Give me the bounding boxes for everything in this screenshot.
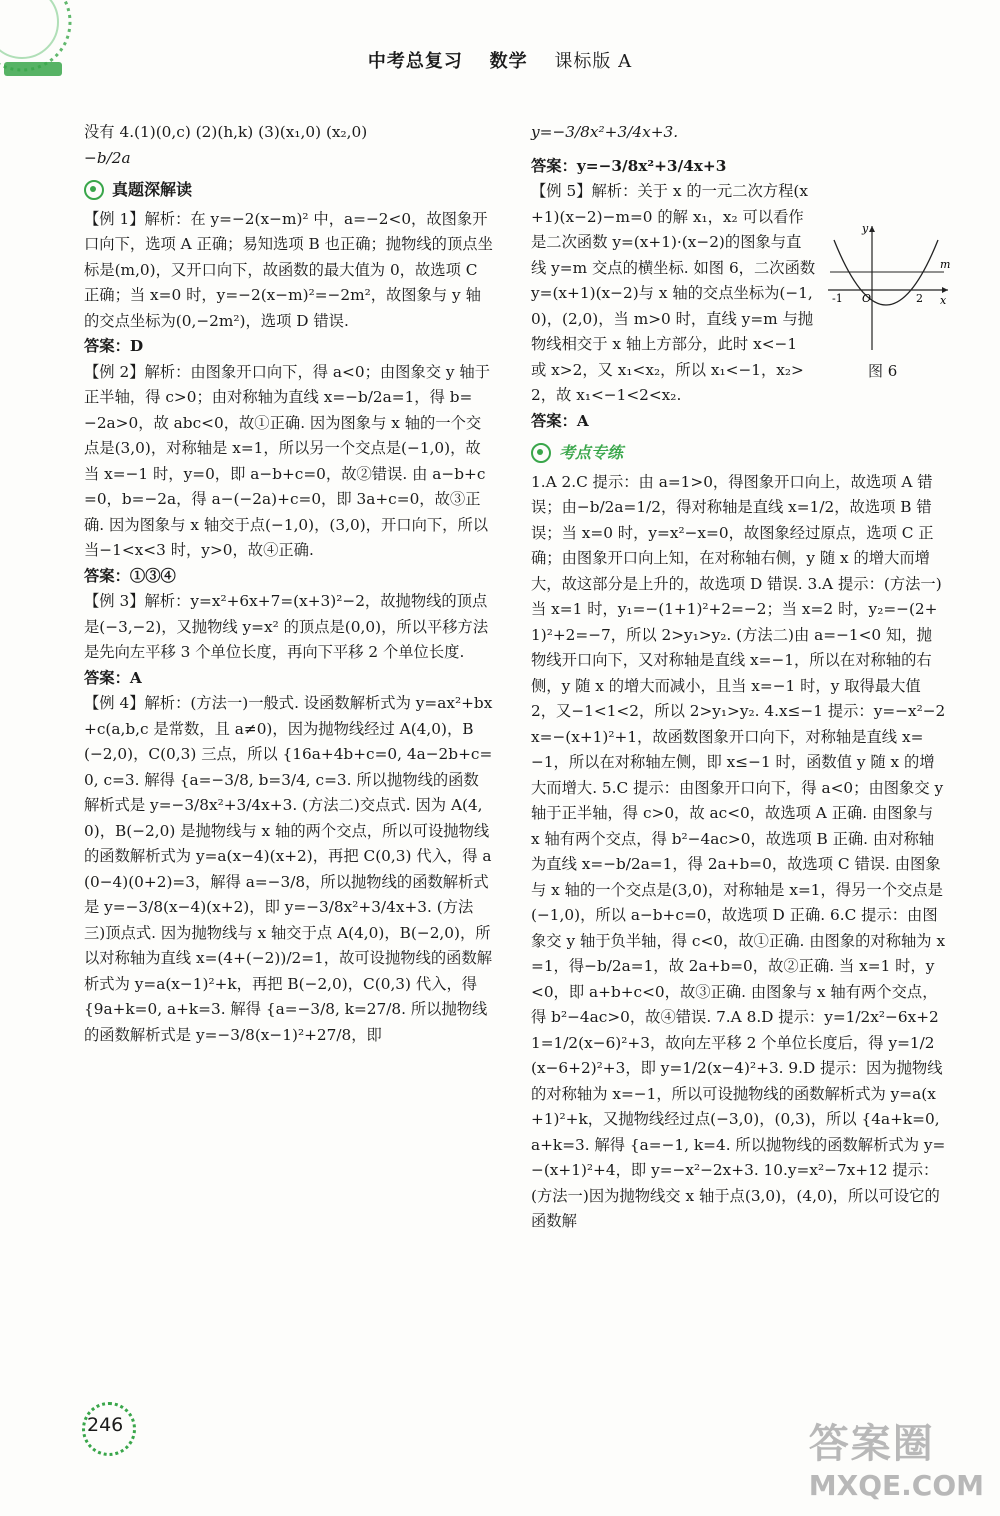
example-3: 【例 3】解析：y=x²+6x+7=(x+3)²−2，故抛物线的顶点是(−3,−2)，又抛物线 y=x² 的顶点是(0,0)，所以平移方法是先向左平移 3 个单位长度，再向下平移 2 个单位长度. xyxy=(84,592,489,661)
neg-one-label: -1 xyxy=(832,292,843,305)
watermark-title: 答案圈 xyxy=(808,1421,935,1467)
example-4-continued: y=−3/8x²+3/4x+3. xyxy=(531,123,679,141)
origin-label: O xyxy=(862,292,872,305)
answer-3: 答案：A xyxy=(84,668,142,687)
intro-line: 没有 4.(1)(0,c) (2)(h,k) (3)(x₁,0) (x₂,0) xyxy=(84,123,368,141)
section-title: 真题深解读 xyxy=(112,180,193,199)
parabola-graph xyxy=(824,220,954,360)
intro-fraction: −b/2a xyxy=(84,148,131,167)
answer-2: 答案：①③④ xyxy=(84,566,176,585)
example-5: 【例 5】解析：关于 x 的一元二次方程(x+1)(x−2)−m=0 的解 x₁，x₂ 可以看作是二次函数 y=(x+1)·(x−2)的图象与直线 y=m 交点的横坐标. 如图 6，二次函数 y=(x+1)(x−2)与 x 轴的交点坐标为(−1,0)，(2,0)，当 m>0 时，直线 y=m 与抛物线相交于 x 轴上方部分，此时 x<−1 或 x>2，又 x₁<x₂，所以 x₁<−1，x₂>2，故 x₁<−1<2<x₂. xyxy=(531,182,816,404)
section-heading xyxy=(84,177,494,203)
y-label: y xyxy=(862,222,869,235)
page-number: 246 xyxy=(87,1414,124,1436)
practice-title: 考点专练 xyxy=(559,443,624,462)
answer-1: 答案：D xyxy=(84,337,144,355)
watermark-url: MXQE.COM xyxy=(808,1469,984,1502)
watermark xyxy=(809,1412,984,1502)
page-header xyxy=(0,47,1000,73)
page-number-badge xyxy=(82,1402,132,1452)
figure-6 xyxy=(824,220,954,380)
example-1: 【例 1】解析：在 y=−2(x−m)² 中，a=−2<0，故图象开口向下，选项 A 正确；易知选项 B 也正确；抛物线的顶点坐标是(m,0)，又开口向下，故函数的最大值为 0，故选项 C 正确；当 x=0 时，y=−2(x−m)²=−2m²，故图象与 y 轴的交点坐标为(0,−2m²)，选项 D 错误. xyxy=(84,209,493,330)
practice-heading xyxy=(531,440,946,466)
practice-icon xyxy=(531,443,551,463)
practice-answers: 1.A 2.C 提示：由 a=1>0，得图象开口向上，故选项 A 错误；由−b/2a=1/2，得对称轴是直线 x=1/2，故选项 B 错误；当 x=0 时，y=x²−x=0，故图象经过原点，选项 C 正确；由图象开口向上知，在对称轴右侧，y 随 x 的增大而增大，故这部分是上升的，故选项 D 错误. 3.A 提示：(方法一)当 x=1 时，y₁=−(1+1)²+2=−2；当 x=2 时，y₂=−(2+1)²+2=−7，所以 2>y₁>y₂. (方法二)由 a=−1<0 知，抛物线开口向下，又对称轴是直线 x=−1，所以在对称轴的右侧，y 随 x 的增大而减小，且当 x=−1 时，y 取得最大值 2，又−1<1<2，所以 2>y₁>y₂. 4.x≤−1 提示：y=−x²−2x=−(x+1)²+1，故函数图象开口向下，对称轴是直线 x=−1，所以在对称轴左侧，即 x≤−1 时，函数值 y 随 x 的增大而增大. 5.C 提示：由图象开口向下，得 a<0；由图象交 y 轴于正半轴，得 c>0，故 ac<0，故选项 A 正确. 由图象与 x 轴有两个交点，得 b²−4ac>0，故选项 B 正确. 由对称轴为直线 x=−b/2a=1，得 2a+b=0，故选项 C 错误. 由图象与 x 轴的一个交点是(3,0)，对称轴是 x=1，得另一个交点是(−1,0)，所以 a−b+c=0，故选项 D 正确. 6.C 提示：由图象交 y 轴于负半轴，得 c<0，故①正确. 由图象的对称轴为 x=1，得−b/2a=1，故 2a+b=0，故②正确. 当 x=1 时，y<0，即 a+b+c<0，故③正确. 由图象与 x 轴有两个交点，得 b²−4ac>0，故④错误. 7.A 8.D 提示：y=1/2x²−6x+21=1/2(x−6)²+3，故向左平移 2 个单位长度后，得 y=1/2(x−6+2)²+3，即 y=1/2(x−4)²+3. 9.D 提示：因为抛物线的对称轴为 x=−1，所以可设抛物线的函数解析式为 y=a(x+1)²+k，又抛物线经过点(−3,0)，(0,3)，所以 {4a+k=0, a+k=3. 解得 {a=−1, k=4. 所以抛物线的函数解析式为 y=−(x+1)²+4，即 y=−x²−2x+3. 10.y=x²−7x+12 提示：(方法一)因为抛物线交 x 轴于点(3,0)，(4,0)，所以可设它的函数解 xyxy=(531,472,946,1230)
two-label: 2 xyxy=(916,292,923,305)
x-label: x xyxy=(940,294,947,307)
example-2: 【例 2】解析：由图象开口向下，得 a<0；由图象交 y 轴于正半轴，得 c>0；由对称轴为直线 x=−b/2a=1，得 b=−2a>0，故 abc<0，故①正确. 因为图象与 x 轴的一个交点是(3,0)，对称轴是 x=1，所以另一个交点是(−1,0)，故当 x=−1 时，y=0，即 a−b+c=0，故②错误. 由 a−b+c=0，b=−2a，得 a−(−2a)+c=0，即 3a+c=0，故③正确. 因为图象与 x 轴交于点(−1,0)，(3,0)，开口向下，所以当−1<x<3 时，y>0，故④正确. xyxy=(84,362,491,559)
header-edition: 课标版 A xyxy=(554,51,633,72)
m-label: m xyxy=(940,258,951,271)
header-title: 中考总复习 xyxy=(367,51,463,72)
section-icon xyxy=(84,180,104,200)
corner-decoration xyxy=(0,0,90,90)
figure-caption: 图 6 xyxy=(868,362,898,380)
answer-4: 答案：y=−3/8x²+3/4x+3 xyxy=(531,156,727,175)
answer-5: 答案：A xyxy=(531,411,589,430)
header-subject: 数学 xyxy=(489,51,528,72)
left-column xyxy=(84,120,494,1048)
example-4: 【例 4】解析：(方法一)一般式. 设函数解析式为 y=ax²+bx+c(a,b,c 是常数，且 a≠0)，因为抛物线经过 A(4,0)，B(−2,0)，C(0,3) 三点，所以 {16a+4b+c=0, 4a−2b+c=0, c=3. 解得 {a=−3/8, b=3/4, c=3. 所以抛物线的函数解析式是 y=−3/8x²+3/4x+3. (方法二)交点式. 因为 A(4,0)，B(−2,0) 是抛物线与 x 轴的两个交点，所以可设抛物线的函数解析式为 y=a(x−4)(x+2)，再把 C(0,3) 代入，得 a(0−4)(0+2)=3，解得 a=−3/8，所以抛物线的函数解析式是 y=−3/8(x−4)(x+2)，即 y=−3/8x²+3/4x+3. (方法三)顶点式. 因为抛物线与 x 轴交于点 A(4,0)，B(−2,0)，所以对称轴为直线 x=(4+(−2))/2=1，故可设抛物线的函数解析式为 y=a(x−1)²+k，再把 B(−2,0)，C(0,3) 代入，得 {9a+k=0, a+k=3. 解得 {a=−3/8, k=27/8. 所以抛物线的函数解析式是 y=−3/8(x−1)²+27/8，即 xyxy=(84,694,493,1044)
